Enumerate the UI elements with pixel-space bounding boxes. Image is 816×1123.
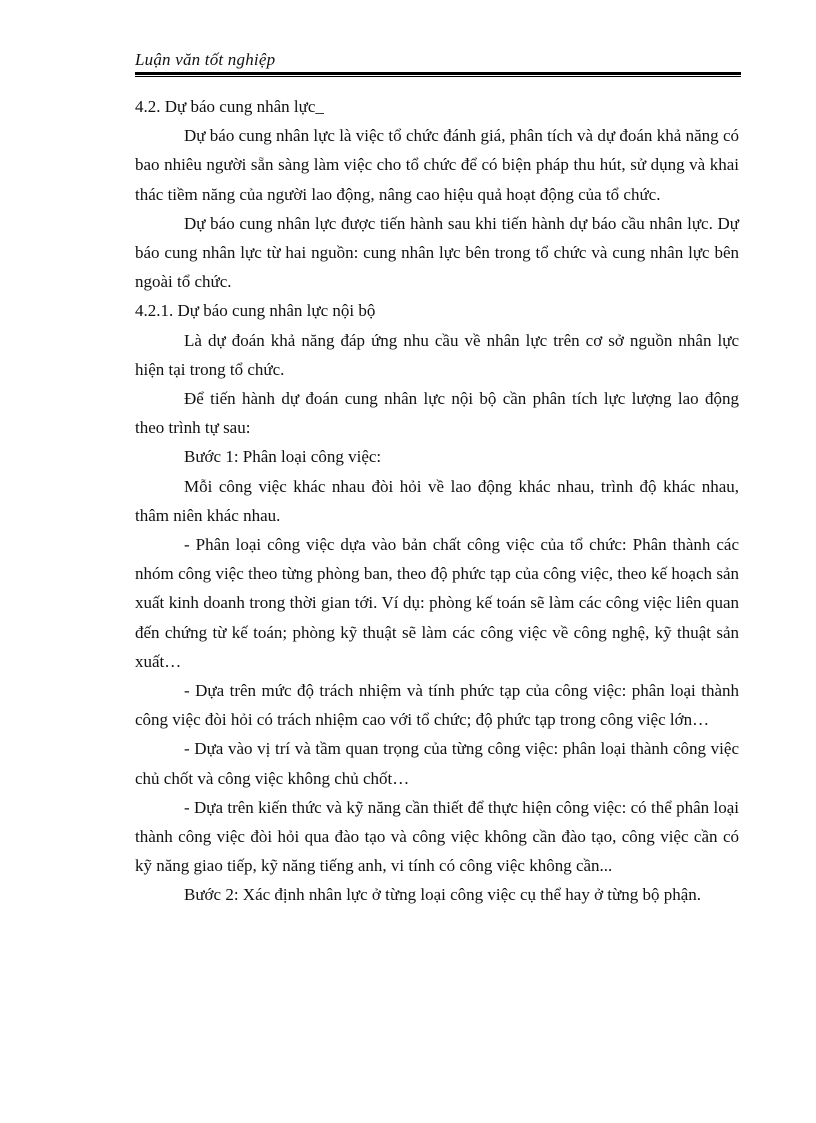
list-item: - Dựa trên mức độ trách nhiệm và tính phức tạp của công việc: phân loại thành công việc đòi hỏi có trách nhiệm cao với tổ chức; độ phức tạp trong công việc lớn…	[135, 681, 739, 730]
header-title: Luận văn tốt nghiệp	[135, 50, 276, 69]
paragraph: Là dự đoán khả năng đáp ứng nhu cầu về nhân lực trên cơ sở nguồn nhân lực hiện tại trong tổ chức.	[135, 330, 739, 379]
step-heading: Bước 2: Xác định nhân lực ở từng loại công việc cụ thể hay ở từng bộ phận.	[184, 885, 702, 905]
paragraph: Mỗi công việc khác nhau đòi hỏi về lao động khác nhau, trình độ khác nhau, thâm niên khác nhau.	[135, 476, 739, 525]
section-heading: 4.2. Dự báo cung nhân lực_	[135, 97, 324, 116]
list-item: - Phân loại công việc dựa vào bản chất công việc của tổ chức: Phân thành các nhóm công việc theo từng phòng ban, theo độ phức tạp của công việc, theo kế hoạch sản xuất kinh doanh trong thời gian tới. Ví dụ: phòng kế toán sẽ làm các công việc liên quan đến chứng từ kế toán; phòng kỹ thuật sẽ làm các công việc về công nghệ, kỹ thuật sản xuất…	[135, 535, 739, 671]
page-header	[135, 50, 741, 77]
list-item: - Dựa trên kiến thức và kỹ năng cần thiết để thực hiện công việc: có thể phân loại thành công việc đòi hỏi qua đào tạo và công việc không cần đào tạo, công việc cần có kỹ năng giao tiếp, kỹ năng tiếng anh, vi tính có công việc không cần...	[135, 797, 739, 876]
document-body	[135, 92, 739, 910]
step-heading: Bước 1: Phân loại công việc:	[184, 447, 382, 467]
paragraph: Dự báo cung nhân lực được tiến hành sau khi tiến hành dự báo cầu nhân lực. Dự báo cung nhân lực từ hai nguồn: cung nhân lực bên trong tổ chức và cung nhân lực bên ngoài tổ chức.	[135, 213, 739, 292]
list-item: - Dựa vào vị trí và tầm quan trọng của từng công việc: phân loại thành công việc chủ chốt và công việc không chủ chốt…	[135, 739, 739, 788]
paragraph: Để tiến hành dự đoán cung nhân lực nội bộ cần phân tích lực lượng lao động theo trình tự sau:	[135, 389, 739, 438]
subsection-heading: 4.2.1. Dự báo cung nhân lực nội bộ	[135, 301, 376, 321]
paragraph: Dự báo cung nhân lực là việc tổ chức đánh giá, phân tích và dự đoán khả năng có bao nhiêu người sẵn sàng làm việc cho tổ chức để có biện pháp thu hút, sử dụng và khai thác tiềm năng của người lao động, nâng cao hiệu quả hoạt động của tổ chức.	[135, 126, 739, 204]
header-rule	[135, 72, 741, 77]
